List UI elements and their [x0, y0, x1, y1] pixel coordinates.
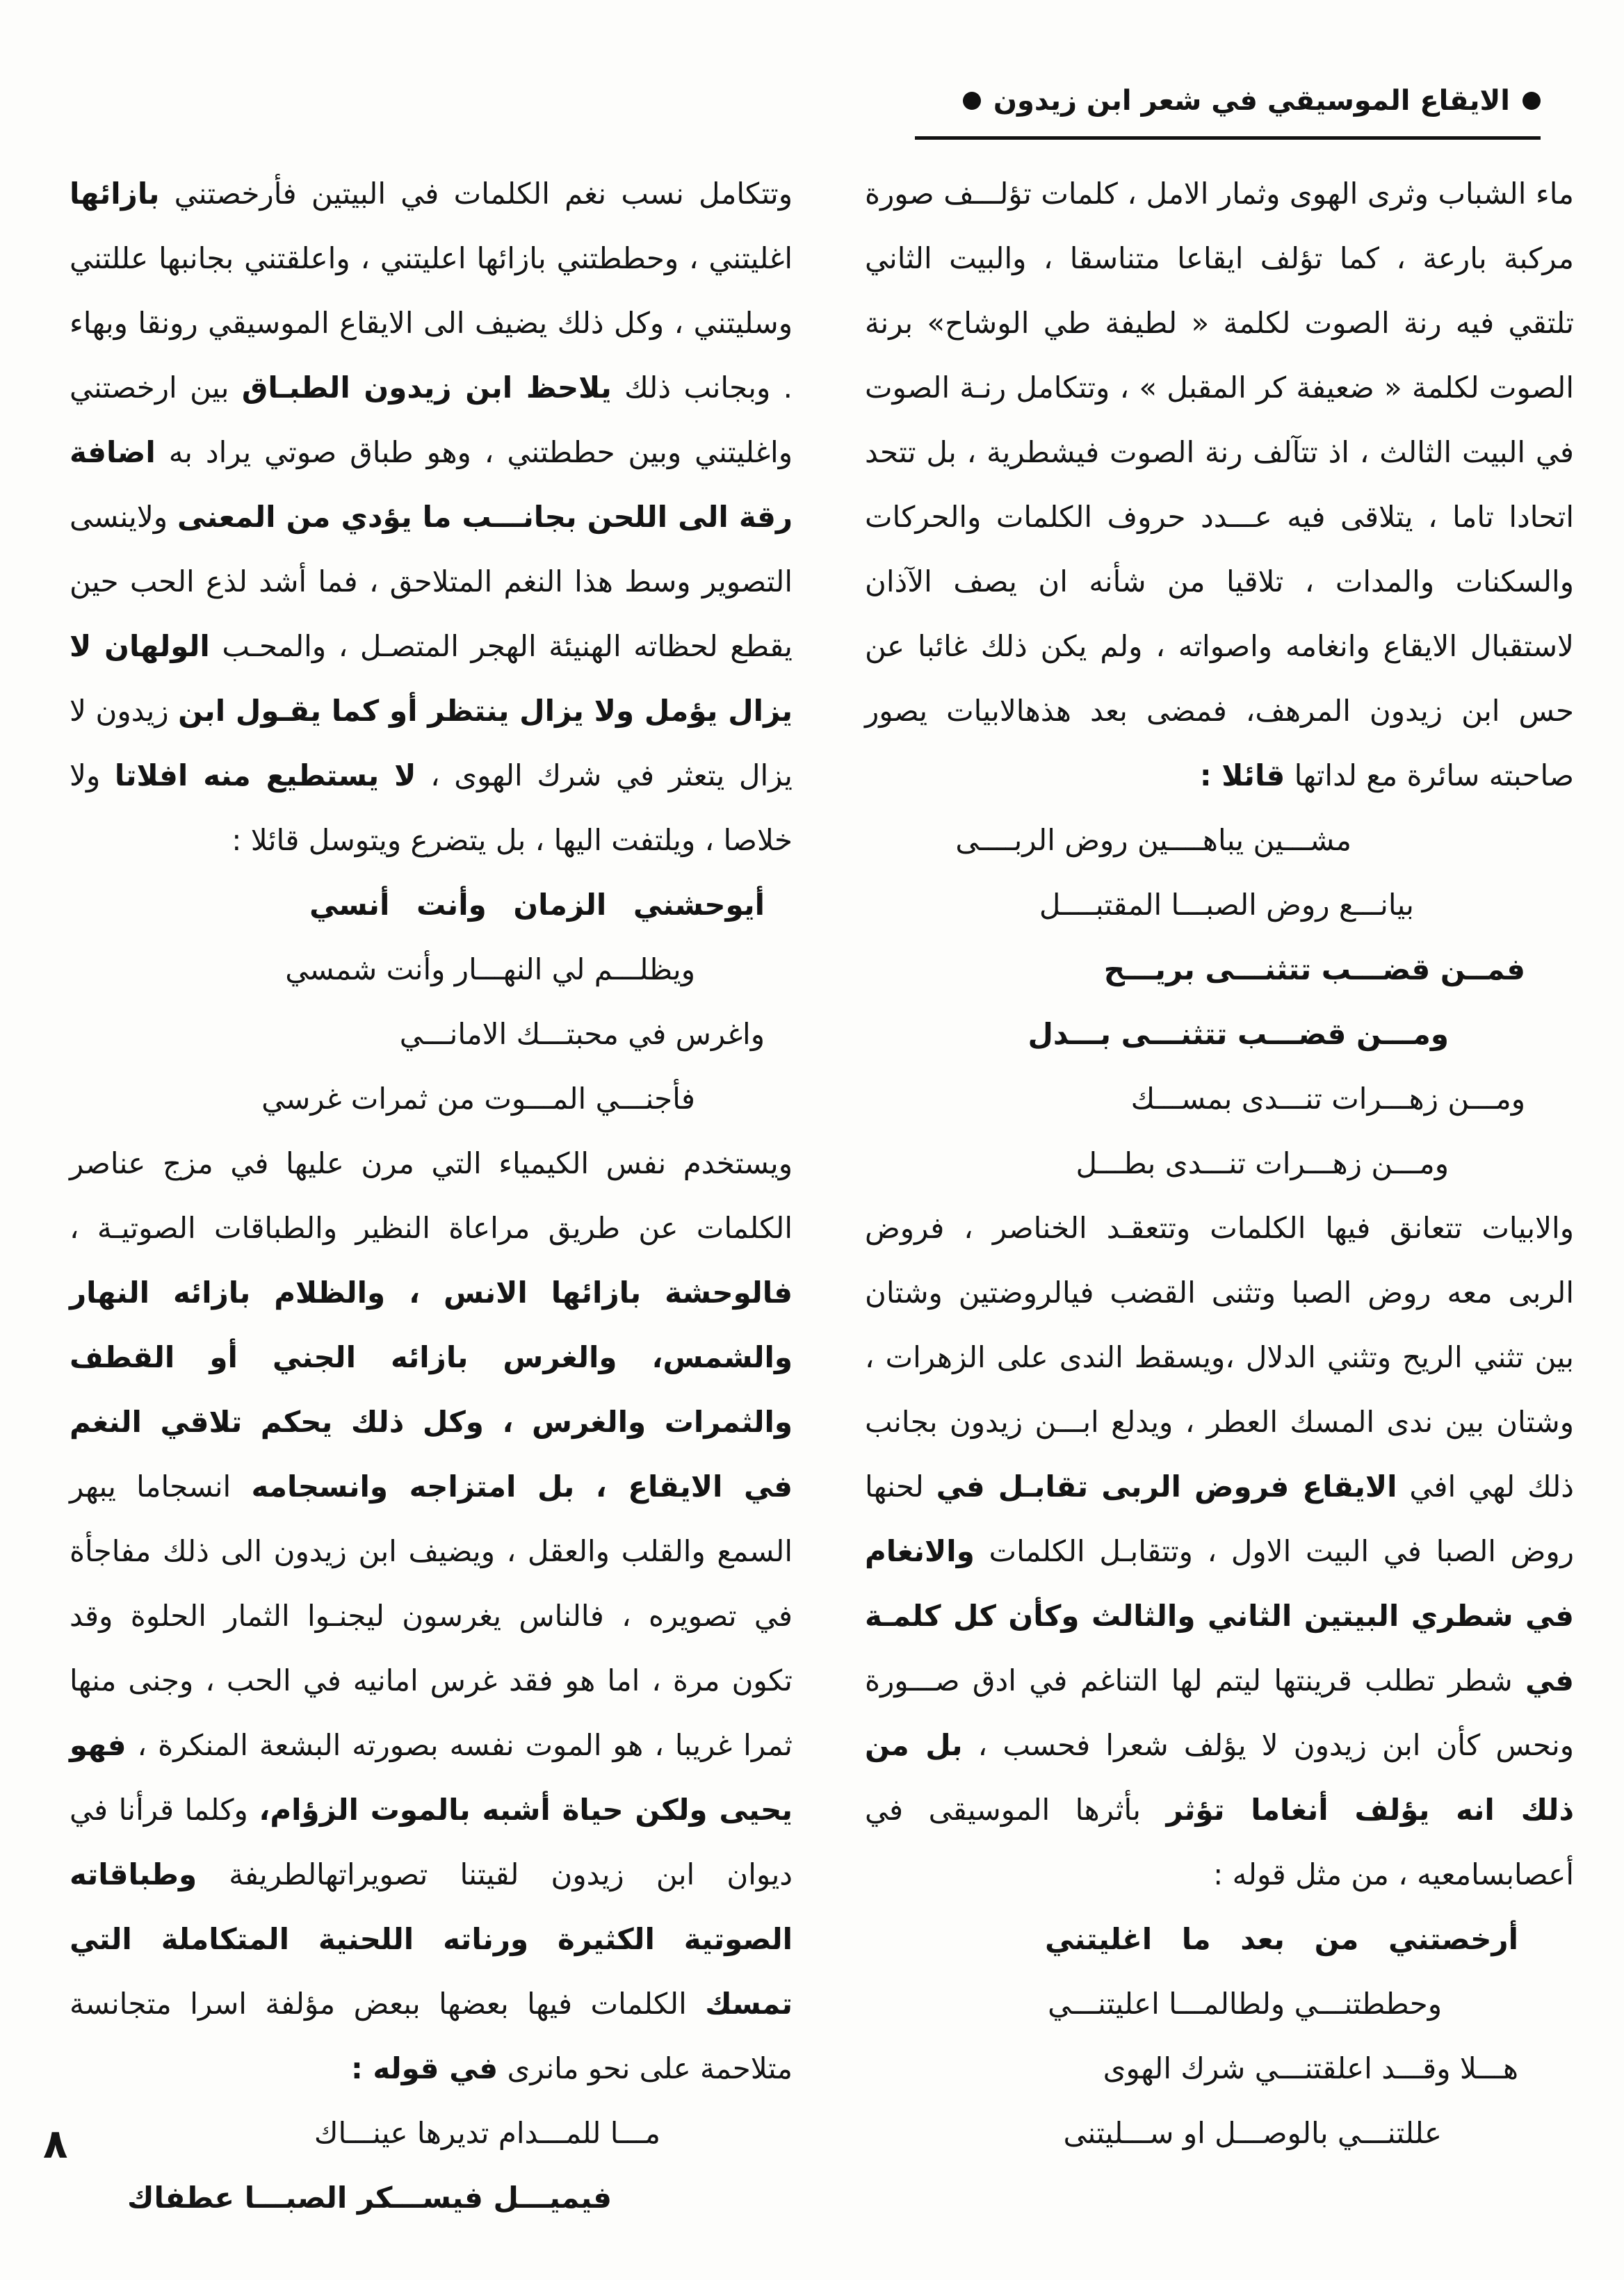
verse-line: وحططتنـــي ولطالمـــا اعليتنـــي — [1048, 1987, 1442, 2021]
page-number: ٨ — [43, 2120, 68, 2167]
verse-line: واغرس في محبتـــك الامانـــي — [399, 1017, 765, 1051]
left-column — [70, 161, 793, 2230]
verse-line: ومـــن قضـــب تتثنـــى بـــدل — [1028, 1017, 1449, 1051]
bullet-icon — [1522, 92, 1541, 110]
verse-line: أرخصتني من بعد ما اغليتني — [1045, 1922, 1518, 1956]
verse-line: مشـــين يباهــــين روض الربــــى — [955, 823, 1351, 857]
verse-line: عللتنـــي بالوصـــل او ســـليتنى — [1063, 2116, 1442, 2150]
verse-line: بيانـــع روض الصبـــا المقتبــــل — [1039, 888, 1414, 922]
running-header — [915, 85, 1541, 117]
verse-line: مـــا للمـــدام تديرها عينـــاك — [314, 2116, 660, 2150]
paragraph: والابيات تتعانق فيها الكلمات وتتعقـد الخناصر ، فروض الربى معه روض الصبا وتثنى القضب فيالروضتين وشتان بين تثني الريح وتثني الدلال ،ويسقط الندى على الزهرات ، وشتان بين ندى المسك العطر ، ويدلع ابـــن زيدون بجانب ذلك لهي افي الايقاع فروض الربى تقابـل في لحنها روض الصبا في البيت الاول ، وتتقابـل الكلمات والانغام في شطري البيتين الثاني والثالث وكأن كل كلمـة في شطر تطلب قرينتها ليتم لها التناغم في ادق صـــورة ونحس كأن ابن زيدون لا يؤلف شعرا فحسب ، بل من ذلك انه يؤلف أنغاما تؤثر بأثرها الموسيقى في أعصابسامعيه ، من مثل قوله : — [865, 1211, 1574, 1891]
bullet-icon — [963, 92, 981, 110]
verse-line: ومـــن زهـــرات تنـــدى بطـــل — [1075, 1146, 1449, 1180]
paragraph: ويستخدم نفس الكيمياء التي مرن عليها في مزج عناصر الكلمات عن طريق مراعاة النظير والطباقات الصوتيـة ، فالوحشة بازائها الانس ، والظلام بازائه النهار والشمس، والغرس بازائه الجني أو القطف والثمرات والغرس ، وكل ذلك يحكم تلاقي النغم في الايقاع ، بل امتزاجه وانسجامه انسجاما يبهر السمع والقلب والعقل ، ويضيف ابن زيدون الى ذلك مفاجأة في تصويره ، فالناس يغرسون ليجنـوا الثمار الحلوة وقد تكون مرة ، اما هو فقد غرس امانيه في الحب ، وجنى منها ثمرا غريبا ، هو الموت نفسه بصورته البشعة المنكرة ، فهو يحيى ولكن حياة أشبه بالموت الزؤام، وكلما قرأنا في ديوان ابن زيدون لقيتنا تصويراتهالطريفة وطباقاته الصوتية الكثيرة ورناته اللحنية المتكاملة التي تمسك الكلمات فيها بعضها ببعض مؤلفة اسرا متجانسة متلاحمة على نحو مانرى في قوله : — [70, 1146, 793, 2085]
right-column — [865, 161, 1574, 2165]
paragraph: وتتكامل نسب نغم الكلمات في البيتين فأرخصتني بازائها اغليتني ، وحططتني بازائها اعليتني ، واعلقتني بجانبها عللتني وسليتني ، وكل ذلك يضيف الى الايقاع الموسيقي رونقا وبهاء . وبجانب ذلك يلاحظ ابن زيدون الطبـاق بين ارخصتني واغليتني وبين حططتني ، وهو طباق صوتي يراد به اضافة رقة الى اللحن بجانـــب ما يؤدي من المعنى ولاينسى التصوير وسط هذا النغم المتلاحق ، فما أشد لذع الحب حين يقطع لحظاته الهنيئة الهجر المتصـل ، والمحـب الولهان لا يزال يؤمل ولا يزال ينتظر أو كما يقـول ابن زيدون لا يزال يتعثر في شرك الهوى ، لا يستطيع منه افلاتا ولا خلاصا ، ويلتفت اليها ، بل يتضرع ويتوسل قائلا : — [70, 177, 793, 857]
verse-line: فيميـــل فيســـكر الصبـــا عطفاك — [127, 2181, 612, 2215]
verse-line: ومـــن زهـــرات تنـــدى بمســـك — [1130, 1082, 1525, 1116]
paragraph: ماء الشباب وثرى الهوى وثمار الامل ، كلمات تؤلـــف صورة مركبة بارعة ، كما تؤلف ايقاعا متناسقا ، والبيت الثاني تلتقي فيه رنة الصوت لكلمة « لطيفة طي الوشاح» برنة الصوت لكلمة « ضعيفة كر المقبل » ، وتتكامل رنـة الصوت في البيت الثالث ، اذ تتآلف رنة الصوت فيشطرية ، بل تتحد اتحادا تاما ، يتلاقى فيه عـــدد حروف الكلمات والحركات والسكنات والمدات ، تلاقيا من شأنه ان يصف الآذان لاستقبال الايقاع وانغامه واصواته ، ولم يكن ذلك غائبا عن حس ابن زيدون المرهف، فمضى بعد هذهالابيات يصور صاحبته سائرة مع لداتها قائلا : — [865, 177, 1575, 792]
verse-line: فأجنـــي المـــوت من ثمرات غرسي — [261, 1082, 695, 1116]
verse-line: ويظلـــم لي النهـــار وأنت شمسي — [285, 952, 695, 986]
header-rule — [915, 136, 1541, 140]
running-header-title: الايقاع الموسيقي في شعر ابن زيدون — [993, 85, 1510, 117]
verse-line: فمــن قضـــب تتثنـــى بريـــح — [1103, 952, 1525, 986]
verse-line: هـــلا وقـــد اعلقتنـــي شرك الهوى — [1103, 2051, 1518, 2085]
verse-line: أيوحشني الزمان وأنت أنسي — [309, 888, 765, 922]
